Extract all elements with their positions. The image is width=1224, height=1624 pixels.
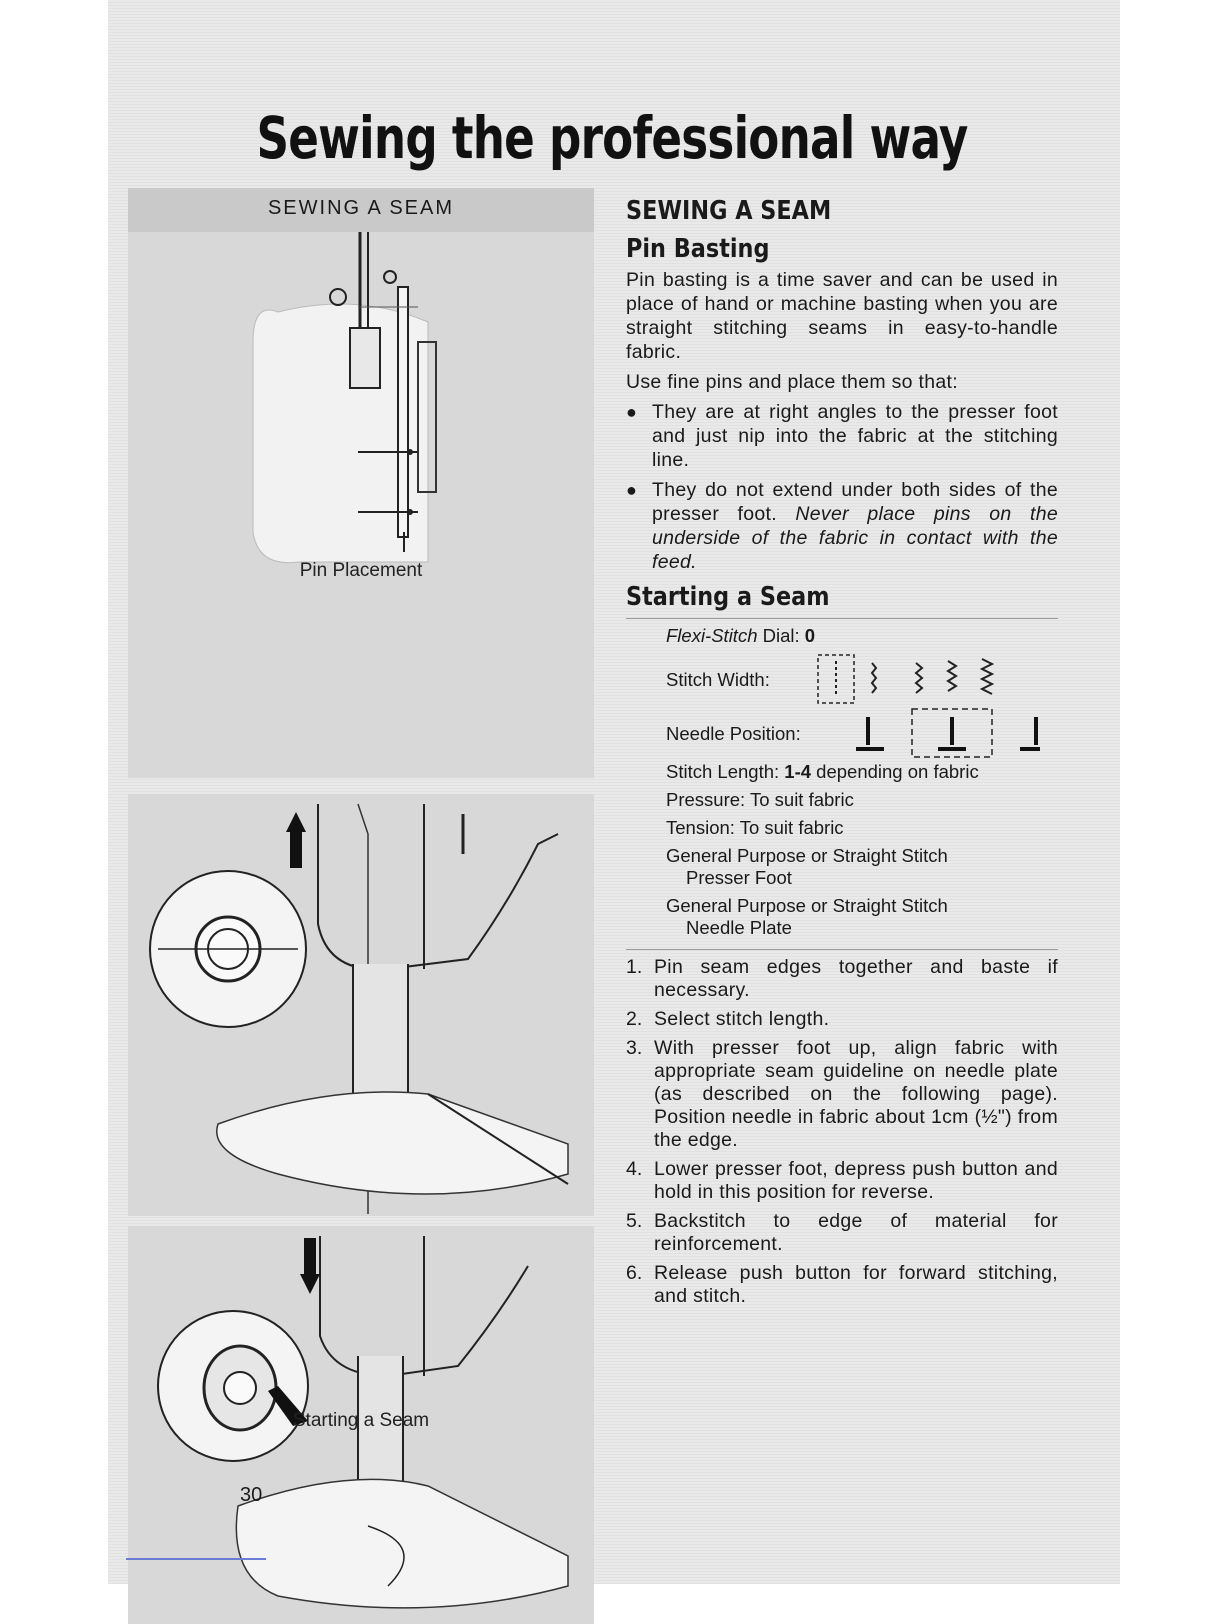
illustration-heading: SEWING A SEAM: [128, 188, 594, 232]
needle-plate-line1: General Purpose or Straight Stitch: [666, 895, 948, 916]
step-text: With presser foot up, align fabric with appropriate seam guideline on needle plate (as described on the following page). Position needle in fabric about 1cm (½") from the edge.: [654, 1037, 1058, 1151]
presser-foot-line1: General Purpose or Straight Stitch: [666, 845, 948, 866]
stitch-dial-drawing: [128, 794, 594, 1216]
pin-placement-illustration: [128, 232, 594, 778]
needle-position-icon: [856, 707, 1056, 761]
pin-placement-caption: Pin Placement: [299, 560, 423, 581]
step-text: Pin seam edges together and baste if necessary.: [654, 956, 1058, 1001]
bullet-item: [626, 478, 1058, 574]
presser-foot-setting: [666, 845, 1058, 889]
step-number: 1.: [626, 956, 643, 978]
stitch-dial-illustration: [128, 794, 594, 1216]
flexi-stitch-label: Flexi-Stitch: [666, 625, 758, 646]
pin-placement-drawing: [128, 232, 594, 778]
section-heading: SEWING A SEAM: [626, 196, 832, 226]
step-text: Release push button for forward stitching, and stitch.: [654, 1262, 1058, 1307]
step-item: [626, 956, 1058, 1002]
flexi-dial-label: Dial:: [757, 625, 805, 646]
down-arrow-icon: [304, 1238, 316, 1278]
step-number: 4.: [626, 1158, 643, 1180]
step-item: [626, 1262, 1058, 1308]
step-text: Lower presser foot, depress push button and hold in this position for reverse.: [654, 1158, 1058, 1203]
down-arrow-head-icon: [300, 1274, 320, 1294]
pin-basting-intro: Pin basting is a time saver and can be used in place of hand or machine basting when you are straight stitching seams in easy-to-handle fabric.: [626, 269, 1058, 363]
page-title: Sewing the professional way: [256, 104, 968, 172]
needle-plate-line2: Needle Plate: [686, 917, 792, 938]
tension-setting: Tension: To suit fabric: [666, 817, 844, 838]
page-number: 30: [240, 1484, 263, 1506]
flexi-dial-value: 0: [804, 625, 816, 646]
stitch-length-setting: [666, 761, 1058, 783]
starting-seam-heading: Starting a Seam: [626, 582, 830, 612]
bullet-icon: ●: [626, 480, 637, 500]
stitch-width-icon: [816, 653, 1016, 707]
stitch-length-value: 1-4: [784, 761, 812, 782]
step-number: 5.: [626, 1210, 643, 1232]
flexi-stitch-setting: [666, 625, 1058, 647]
step-text: Select stitch length.: [654, 1008, 830, 1030]
bullet-text-warning: Never place pins on the underside of the fabric in contact with the feed.: [652, 503, 1058, 573]
machine-settings-box: [626, 618, 1058, 950]
pressure-setting: Pressure: To suit fabric: [666, 789, 854, 810]
step-number: 3.: [626, 1037, 643, 1059]
stitch-width-label: Stitch Width:: [666, 669, 770, 690]
step-number: 2.: [626, 1008, 643, 1030]
stitch-length-note: depending on fabric: [811, 761, 979, 782]
needle-position-label: Needle Position:: [666, 723, 801, 744]
presser-foot-line2: Presser Foot: [686, 867, 792, 888]
bullet-text-plain: They do not extend under both sides of the presser foot.: [652, 479, 1058, 525]
stitch-length-label: Stitch Length:: [666, 761, 785, 782]
bullet-icon: ●: [626, 402, 637, 422]
step-item: [626, 1037, 1058, 1152]
steps-list: [626, 956, 1058, 1308]
step-item: [626, 1158, 1058, 1204]
step-item: [626, 1008, 1058, 1031]
step-number: 6.: [626, 1262, 643, 1284]
needle-position-setting: [666, 707, 1058, 761]
starting-seam-caption: Starting a Seam: [292, 1410, 430, 1431]
step-text: Backstitch to edge of material for reinforcement.: [654, 1210, 1058, 1255]
up-arrow-head-icon: [286, 812, 306, 832]
step-item: [626, 1210, 1058, 1256]
instructions-column: [626, 196, 1058, 1314]
pin-basting-heading: Pin Basting: [626, 234, 770, 264]
pin-basting-lead: Use fine pins and place them so that:: [626, 371, 958, 393]
bullet-text: They are at right angles to the presser foot and just nip into the fabric at the stitching line.: [652, 401, 1058, 471]
stitch-width-setting: [666, 653, 1058, 707]
illustration-column: [128, 188, 594, 1436]
footer-rule: [126, 1558, 266, 1560]
bullet-item: [626, 400, 1058, 472]
needle-plate-setting: [666, 895, 1058, 939]
bullet-text: [652, 478, 1058, 574]
